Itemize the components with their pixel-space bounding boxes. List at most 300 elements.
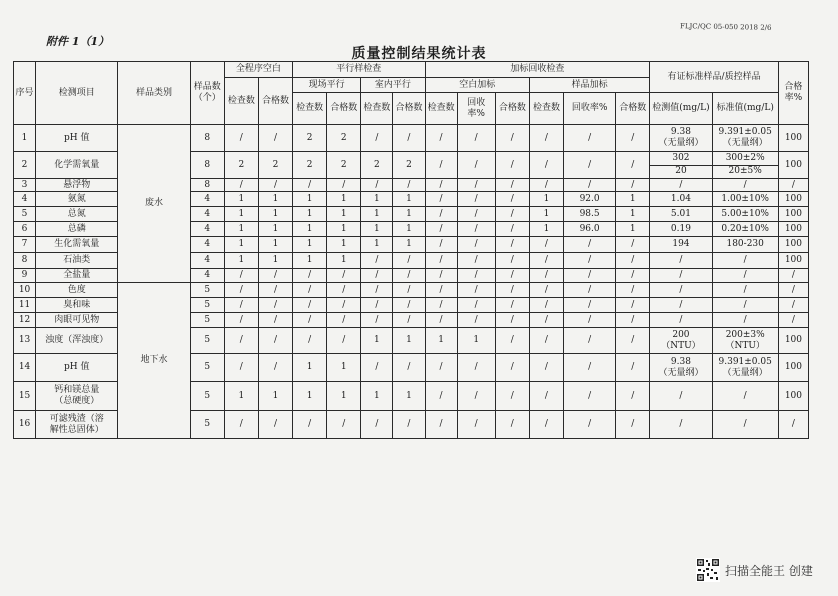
cell-standard: 200±3% （NTU）	[712, 328, 778, 354]
cell-standard: /	[712, 253, 778, 269]
cell-item: 总氮	[36, 207, 118, 222]
cell-lab-pass: /	[393, 253, 425, 269]
cell-field-checked: /	[293, 179, 327, 192]
cell-item: 浊度（浑浊度）	[36, 328, 118, 354]
cell-sample-count: 4	[190, 269, 224, 283]
cell-ss-recovery: /	[564, 179, 616, 192]
cell-field-pass: /	[327, 283, 361, 298]
cell-standard: 9.391±0.05 （无量纲）	[712, 125, 778, 152]
cell-pass-rate: 100	[778, 192, 808, 207]
cell-bs-recovery: /	[457, 207, 495, 222]
cell-pass-rate: /	[778, 179, 808, 192]
cell-seq: 11	[14, 298, 36, 313]
cell-lab-pass: 1	[393, 237, 425, 253]
cell-ss-pass: /	[616, 354, 650, 382]
cell-ss-checked: /	[529, 411, 563, 439]
cell-ss-checked: /	[529, 152, 563, 179]
cell-item: pH 值	[36, 354, 118, 382]
attachment-label: 附件 1（1）	[46, 35, 110, 48]
hdr-item: 检测项目	[36, 62, 118, 125]
cell-field-checked: /	[293, 298, 327, 313]
cell-bs-recovery: /	[457, 179, 495, 192]
cell-sample-count: 8	[190, 152, 224, 179]
cell-bs-checked: /	[425, 222, 457, 237]
cell-lab-checked: /	[361, 179, 393, 192]
cell-ss-pass: 1	[616, 222, 650, 237]
cell-pass-rate: /	[778, 298, 808, 313]
cell-ss-recovery: /	[564, 237, 616, 253]
cell-pass-rate: 100	[778, 222, 808, 237]
hdr-seq: 序号	[14, 62, 36, 125]
cell-lab-checked: /	[361, 313, 393, 328]
cell-ss-pass: /	[616, 328, 650, 354]
hdr-pass-rate: 合格率%	[778, 62, 808, 125]
cell-measured: 5.01	[650, 207, 712, 222]
cell-bs-pass: /	[495, 152, 529, 179]
cell-lab-pass: /	[393, 354, 425, 382]
cell-seq: 3	[14, 179, 36, 192]
cell-bs-recovery: /	[457, 411, 495, 439]
cell-ss-checked: /	[529, 328, 563, 354]
cell-bs-recovery: /	[457, 382, 495, 411]
cell-pass-rate: /	[778, 411, 808, 439]
cell-seq: 6	[14, 222, 36, 237]
cell-measured: /	[650, 283, 712, 298]
cell-blank-checked: /	[224, 313, 258, 328]
cell-seq: 12	[14, 313, 36, 328]
cell-bs-pass: /	[495, 382, 529, 411]
cell-ss-recovery: /	[564, 354, 616, 382]
cell-lab-checked: /	[361, 125, 393, 152]
cell-seq: 5	[14, 207, 36, 222]
doc-number: FLJC/QC 05-050 2018 2/6	[679, 22, 772, 32]
hdr-field-parallel: 现场平行	[293, 78, 361, 93]
cell-lab-pass: /	[393, 125, 425, 152]
cell-ss-pass: /	[616, 411, 650, 439]
cell-pass-rate: 100	[778, 125, 808, 152]
cell-field-checked: 1	[293, 354, 327, 382]
cell-measured: 200 （NTU）	[650, 328, 712, 354]
cell-blank-pass: /	[258, 313, 292, 328]
cell-lab-checked: 2	[361, 152, 393, 179]
cell-blank-pass: 1	[258, 237, 292, 253]
qr-code-icon	[696, 558, 720, 582]
cell-blank-checked: /	[224, 328, 258, 354]
cell-bs-recovery: /	[457, 152, 495, 179]
cell-lab-checked: /	[361, 354, 393, 382]
table-header	[14, 62, 809, 125]
cell-item: pH 值	[36, 125, 118, 152]
cell-bs-recovery: /	[457, 298, 495, 313]
cell-bs-checked: /	[425, 207, 457, 222]
cell-ss-recovery: /	[564, 382, 616, 411]
cell-pass-rate: 100	[778, 237, 808, 253]
hdr-blank-group: 全程序空白	[224, 62, 292, 78]
cell-ss-pass: /	[616, 125, 650, 152]
cell-bs-pass: /	[495, 253, 529, 269]
cell-measured: 9.38 （无量纲）	[650, 125, 712, 152]
cell-seq: 9	[14, 269, 36, 283]
cell-blank-checked: /	[224, 179, 258, 192]
cell-ss-checked: /	[529, 354, 563, 382]
cell-measured: /	[650, 179, 712, 192]
cell-item: 钙和镁总量 （总硬度）	[36, 382, 118, 411]
cell-pass-rate: 100	[778, 152, 808, 179]
cell-blank-checked: /	[224, 125, 258, 152]
cell-bs-checked: /	[425, 179, 457, 192]
cell-field-checked: 1	[293, 237, 327, 253]
cell-ss-recovery: /	[564, 313, 616, 328]
cell-bs-recovery: /	[457, 192, 495, 207]
category-wastewater: 废水	[118, 125, 190, 283]
cell-measured: /	[650, 269, 712, 283]
cell-bs-checked: /	[425, 313, 457, 328]
hdr-blank-pass: 合格数	[258, 78, 292, 125]
cell-lab-checked: 1	[361, 207, 393, 222]
cell-sample-count: 4	[190, 237, 224, 253]
cell-item: 可滤残渣（溶 解性总固体）	[36, 411, 118, 439]
cell-ss-pass: /	[616, 152, 650, 179]
cell-standard: 5.00±10%	[712, 207, 778, 222]
cell-ss-pass: /	[616, 269, 650, 283]
cell-blank-checked: 1	[224, 192, 258, 207]
cell-bs-checked: /	[425, 253, 457, 269]
cell-blank-checked: /	[224, 269, 258, 283]
cell-field-checked: 1	[293, 192, 327, 207]
cell-field-pass: /	[327, 313, 361, 328]
cell-ss-checked: /	[529, 382, 563, 411]
cell-sample-count: 5	[190, 283, 224, 298]
cell-lab-pass: /	[393, 298, 425, 313]
cell-bs-pass: /	[495, 222, 529, 237]
cell-bs-checked: /	[425, 269, 457, 283]
cell-blank-pass: /	[258, 328, 292, 354]
cell-field-checked: 1	[293, 382, 327, 411]
cell-blank-pass: /	[258, 283, 292, 298]
hdr-ss-checked: 检查数	[529, 93, 563, 125]
hdr-blank-spike: 空白加标	[425, 78, 529, 93]
cell-bs-recovery: /	[457, 313, 495, 328]
cell-field-checked: 1	[293, 253, 327, 269]
cell-measured: 0.19	[650, 222, 712, 237]
cell-measured: /	[650, 253, 712, 269]
cell-blank-pass: 1	[258, 192, 292, 207]
cell-bs-pass: /	[495, 207, 529, 222]
cell-field-checked: /	[293, 328, 327, 354]
cell-field-checked: 2	[293, 152, 327, 179]
cell-measured: 194	[650, 237, 712, 253]
hdr-sample-count: 样品数（个）	[190, 62, 224, 125]
cell-bs-checked: /	[425, 298, 457, 313]
cell-sample-count: 5	[190, 354, 224, 382]
cell-item: 石油类	[36, 253, 118, 269]
cell-blank-pass: /	[258, 298, 292, 313]
cell-lab-checked: /	[361, 283, 393, 298]
cell-bs-checked: /	[425, 411, 457, 439]
cell-ss-recovery: /	[564, 253, 616, 269]
cell-field-checked: 2	[293, 125, 327, 152]
cell-pass-rate: /	[778, 269, 808, 283]
cell-blank-pass: /	[258, 125, 292, 152]
cell-field-pass: 2	[327, 125, 361, 152]
cell-standard: /	[712, 269, 778, 283]
cell-pass-rate: 100	[778, 354, 808, 382]
hdr-bs-recovery: 回收率%	[457, 93, 495, 125]
cell-lab-pass: 1	[393, 192, 425, 207]
cell-field-pass: /	[327, 411, 361, 439]
cell-bs-pass: /	[495, 283, 529, 298]
cell-pass-rate: 100	[778, 253, 808, 269]
category-groundwater: 地下水	[118, 283, 190, 439]
hdr-field-pass: 合格数	[327, 93, 361, 125]
cell-lab-pass: 1	[393, 207, 425, 222]
cell-blank-checked: 1	[224, 382, 258, 411]
cell-item: 总磷	[36, 222, 118, 237]
cell-ss-recovery: /	[564, 269, 616, 283]
hdr-category: 样品类别	[118, 62, 190, 125]
hdr-measured: 检测值(mg/L)	[650, 93, 712, 125]
cell-ss-checked: /	[529, 298, 563, 313]
cell-lab-pass: 1	[393, 382, 425, 411]
cell-ss-checked: /	[529, 253, 563, 269]
cell-blank-pass: /	[258, 411, 292, 439]
cell-blank-pass: 1	[258, 382, 292, 411]
cell-bs-checked: 1	[425, 328, 457, 354]
cell-sample-count: 8	[190, 179, 224, 192]
cell-seq: 2	[14, 152, 36, 179]
cell-blank-checked: /	[224, 298, 258, 313]
cell-ss-recovery: /	[564, 328, 616, 354]
cell-field-pass: 1	[327, 382, 361, 411]
cell-blank-pass: 1	[258, 222, 292, 237]
cell-ss-recovery: 98.5	[564, 207, 616, 222]
cell-field-pass: 1	[327, 253, 361, 269]
cell-ss-checked: 1	[529, 192, 563, 207]
cell-field-checked: /	[293, 269, 327, 283]
cell-blank-pass: /	[258, 269, 292, 283]
cell-standard: 300±2%	[712, 152, 778, 166]
cell-lab-checked: 1	[361, 237, 393, 253]
cell-item: 全盐量	[36, 269, 118, 283]
cell-measured: /	[650, 411, 712, 439]
cell-sample-count: 4	[190, 192, 224, 207]
cell-bs-checked: /	[425, 354, 457, 382]
cell-field-pass: /	[327, 328, 361, 354]
cell-bs-pass: /	[495, 313, 529, 328]
cell-sample-count: 5	[190, 298, 224, 313]
cell-ss-checked: /	[529, 313, 563, 328]
cell-bs-recovery: 1	[457, 328, 495, 354]
cell-ss-recovery: /	[564, 283, 616, 298]
cell-seq: 1	[14, 125, 36, 152]
cell-field-checked: /	[293, 283, 327, 298]
cell-field-pass: 1	[327, 207, 361, 222]
cell-field-pass: /	[327, 298, 361, 313]
scanner-watermark	[696, 557, 813, 583]
cell-ss-checked: 1	[529, 207, 563, 222]
cell-field-checked: 1	[293, 222, 327, 237]
cell-lab-checked: 1	[361, 382, 393, 411]
cell-bs-checked: /	[425, 283, 457, 298]
cell-ss-recovery: 96.0	[564, 222, 616, 237]
cell-bs-pass: /	[495, 411, 529, 439]
cell-lab-checked: /	[361, 253, 393, 269]
cell-lab-checked: /	[361, 298, 393, 313]
hdr-lab-checked: 检查数	[361, 93, 393, 125]
cell-seq: 10	[14, 283, 36, 298]
cell-lab-pass: /	[393, 411, 425, 439]
cell-item: 氨氮	[36, 192, 118, 207]
cell-lab-pass: 2	[393, 152, 425, 179]
cell-blank-pass: 1	[258, 207, 292, 222]
cell-sample-count: 5	[190, 411, 224, 439]
cell-lab-checked: 1	[361, 222, 393, 237]
hdr-field-checked: 检查数	[293, 93, 327, 125]
cell-lab-pass: 1	[393, 328, 425, 354]
cell-ss-pass: 1	[616, 207, 650, 222]
cell-bs-checked: /	[425, 152, 457, 179]
cell-standard: 1.00±10%	[712, 192, 778, 207]
cell-seq: 4	[14, 192, 36, 207]
cell-sample-count: 4	[190, 222, 224, 237]
cell-ss-pass: /	[616, 237, 650, 253]
cell-ss-recovery: /	[564, 125, 616, 152]
cell-measured: 9.38 （无量纲）	[650, 354, 712, 382]
cell-blank-pass: 2	[258, 152, 292, 179]
cell-pass-rate: 100	[778, 328, 808, 354]
cell-blank-pass: 1	[258, 253, 292, 269]
cell-standard: 20±5%	[712, 165, 778, 179]
cell-bs-pass: /	[495, 192, 529, 207]
cell-bs-recovery: /	[457, 237, 495, 253]
hdr-lab-parallel: 室内平行	[361, 78, 425, 93]
cell-bs-recovery: /	[457, 125, 495, 152]
cell-sample-count: 5	[190, 382, 224, 411]
hdr-lab-pass: 合格数	[393, 93, 425, 125]
cell-pass-rate: 100	[778, 207, 808, 222]
cell-seq: 15	[14, 382, 36, 411]
cell-bs-pass: /	[495, 269, 529, 283]
cell-bs-pass: /	[495, 179, 529, 192]
cell-item: 臭和味	[36, 298, 118, 313]
table-body	[14, 125, 809, 439]
cell-bs-pass: /	[495, 237, 529, 253]
cell-ss-checked: /	[529, 125, 563, 152]
cell-field-pass: 1	[327, 354, 361, 382]
hdr-parallel-group: 平行样检查	[293, 62, 425, 78]
cell-bs-recovery: /	[457, 222, 495, 237]
cell-bs-recovery: /	[457, 253, 495, 269]
cell-standard: /	[712, 298, 778, 313]
cell-standard: /	[712, 283, 778, 298]
cell-measured: /	[650, 382, 712, 411]
cell-ss-checked: /	[529, 179, 563, 192]
cell-standard: /	[712, 382, 778, 411]
hdr-sample-spike: 样品加标	[529, 78, 649, 93]
cell-bs-recovery: /	[457, 269, 495, 283]
cell-measured: 20	[650, 165, 712, 179]
hdr-standard: 标准值(mg/L)	[712, 93, 778, 125]
cell-field-checked: /	[293, 411, 327, 439]
cell-blank-pass: /	[258, 179, 292, 192]
cell-field-checked: /	[293, 313, 327, 328]
qc-table	[13, 61, 809, 439]
cell-lab-pass: /	[393, 269, 425, 283]
cell-item: 悬浮物	[36, 179, 118, 192]
cell-field-pass: 2	[327, 152, 361, 179]
cell-field-pass: /	[327, 179, 361, 192]
cell-lab-pass: 1	[393, 222, 425, 237]
cell-lab-checked: 1	[361, 192, 393, 207]
cell-standard: /	[712, 411, 778, 439]
cell-bs-recovery: /	[457, 354, 495, 382]
cell-blank-pass: /	[258, 354, 292, 382]
cell-bs-recovery: /	[457, 283, 495, 298]
cell-bs-checked: /	[425, 237, 457, 253]
cell-ss-checked: /	[529, 237, 563, 253]
cell-lab-pass: /	[393, 179, 425, 192]
table-row	[14, 125, 809, 152]
cell-ss-recovery: /	[564, 411, 616, 439]
cell-ss-recovery: /	[564, 152, 616, 179]
cell-lab-pass: /	[393, 283, 425, 298]
cell-ss-recovery: 92.0	[564, 192, 616, 207]
hdr-spike-group: 加标回收检查	[425, 62, 650, 78]
cell-ss-recovery: /	[564, 298, 616, 313]
hdr-blank-checked: 检查数	[224, 78, 258, 125]
cell-blank-checked: 1	[224, 253, 258, 269]
cell-seq: 7	[14, 237, 36, 253]
cell-measured: 302	[650, 152, 712, 166]
cell-pass-rate: /	[778, 313, 808, 328]
cell-pass-rate: /	[778, 283, 808, 298]
hdr-ref-group: 有证标准样品/质控样品	[650, 62, 778, 93]
cell-field-checked: 1	[293, 207, 327, 222]
cell-blank-checked: /	[224, 283, 258, 298]
cell-ss-checked: /	[529, 269, 563, 283]
cell-blank-checked: /	[224, 411, 258, 439]
cell-blank-checked: 1	[224, 237, 258, 253]
cell-bs-pass: /	[495, 125, 529, 152]
cell-lab-checked: 1	[361, 328, 393, 354]
cell-bs-pass: /	[495, 298, 529, 313]
hdr-bs-checked: 检查数	[425, 93, 457, 125]
hdr-ss-recovery: 回收率%	[564, 93, 616, 125]
cell-bs-checked: /	[425, 192, 457, 207]
cell-standard: /	[712, 179, 778, 192]
cell-bs-checked: /	[425, 382, 457, 411]
cell-ss-pass: /	[616, 298, 650, 313]
cell-sample-count: 4	[190, 207, 224, 222]
cell-item: 肉眼可见物	[36, 313, 118, 328]
cell-lab-checked: /	[361, 411, 393, 439]
cell-measured: /	[650, 298, 712, 313]
cell-standard: 180-230	[712, 237, 778, 253]
cell-bs-checked: /	[425, 125, 457, 152]
watermark-text: 扫描全能王 创建	[725, 563, 813, 578]
cell-item: 化学需氧量	[36, 152, 118, 179]
cell-standard: 9.391±0.05 （无量纲）	[712, 354, 778, 382]
cell-seq: 14	[14, 354, 36, 382]
cell-blank-checked: 1	[224, 222, 258, 237]
cell-lab-checked: /	[361, 269, 393, 283]
cell-ss-pass: /	[616, 253, 650, 269]
cell-seq: 13	[14, 328, 36, 354]
cell-field-pass: 1	[327, 192, 361, 207]
cell-ss-pass: /	[616, 382, 650, 411]
cell-blank-checked: 2	[224, 152, 258, 179]
table-row	[14, 283, 809, 298]
